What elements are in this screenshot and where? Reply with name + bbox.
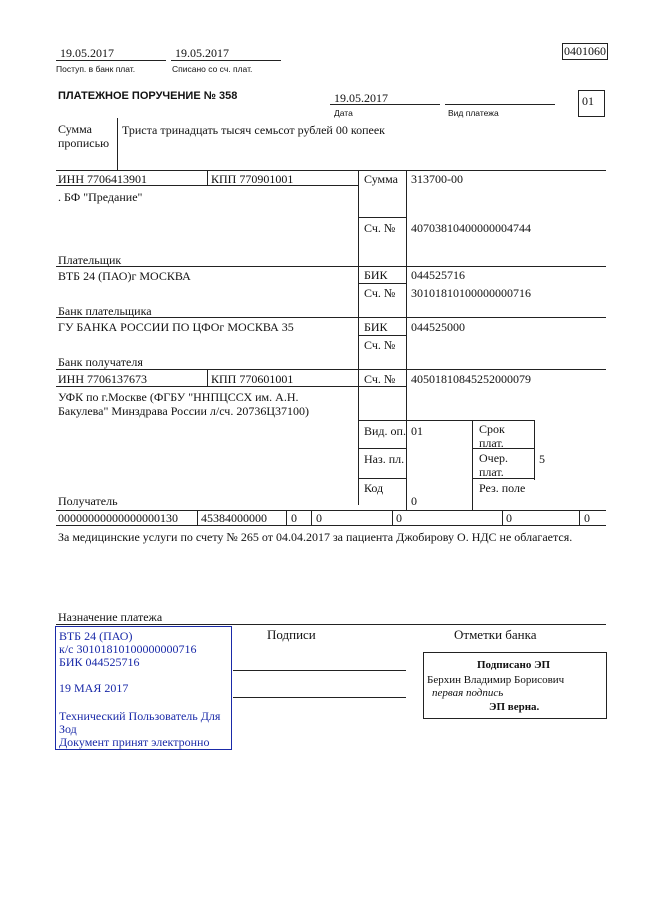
page-title: ПЛАТЕЖНОЕ ПОРУЧЕНИЕ № 358 xyxy=(58,90,238,102)
bank-stamp xyxy=(55,626,232,750)
divider xyxy=(286,510,287,525)
divider xyxy=(171,60,281,61)
label-payee-corr: Сч. № xyxy=(364,338,396,352)
label-amount-words-2: прописью xyxy=(58,136,110,150)
status-code: 01 xyxy=(578,90,605,117)
label-vid-op: Вид. оп. xyxy=(364,424,406,438)
label-payer-bik: БИК xyxy=(364,268,388,282)
label-payer: Плательщик xyxy=(58,253,122,267)
divider xyxy=(502,510,503,525)
payee-account: 40501810845252000079 xyxy=(411,372,531,386)
label-srok-2: плат. xyxy=(479,436,504,450)
label-payee-bank: Банк получателя xyxy=(58,355,143,369)
payer-bik: 044525716 xyxy=(411,268,465,282)
bank-marks-label: Отметки банка xyxy=(454,627,537,642)
signature-line-2 xyxy=(233,697,406,698)
esign-first-signature: первая подпись xyxy=(432,687,504,699)
divider xyxy=(56,386,358,387)
field-1: 0 xyxy=(291,511,297,525)
ocher-value: 5 xyxy=(539,452,545,466)
divider xyxy=(56,266,606,267)
stamp-date: 19 МАЯ 2017 xyxy=(59,681,129,695)
amount-value: 313700-00 xyxy=(411,172,463,186)
label-payee-bik: БИК xyxy=(364,320,388,334)
oktmo-value: 45384000000 xyxy=(201,511,267,525)
divider xyxy=(56,369,606,370)
esign-signed: Подписано ЭП xyxy=(477,659,551,671)
label-received: Поступ. в банк плат. xyxy=(56,64,136,74)
field-4: 0 xyxy=(506,511,512,525)
divider xyxy=(197,510,198,525)
stamp-line4: Технический Пользователь Для xyxy=(59,709,221,723)
label-debited: Списано со сч. плат. xyxy=(172,64,253,74)
divider xyxy=(117,118,118,170)
divider xyxy=(472,420,473,510)
divider xyxy=(579,510,580,525)
divider xyxy=(406,170,407,510)
field-2: 0 xyxy=(316,511,322,525)
label-payer-bank: Банк плательщика xyxy=(58,304,152,318)
divider xyxy=(56,624,606,625)
label-kod: Код xyxy=(364,481,384,495)
divider xyxy=(56,525,606,526)
divider xyxy=(534,420,535,480)
payee-kpp: КПП 770601001 xyxy=(211,372,294,386)
payer-corr-account: 30101810100000000716 xyxy=(411,286,531,300)
signatures-label: Подписи xyxy=(267,627,316,642)
divider xyxy=(358,386,406,387)
divider xyxy=(392,510,393,525)
stamp-line3: БИК 044525716 xyxy=(59,655,140,669)
divider xyxy=(358,283,406,284)
payer-account: 40703810400000004744 xyxy=(411,221,531,235)
payee-inn: ИНН 7706137673 xyxy=(58,372,147,386)
divider xyxy=(358,217,406,218)
divider xyxy=(330,104,440,105)
stamp-line1: ВТБ 24 (ПАО) xyxy=(59,629,133,643)
esign-signer: Берхин Владимир Борисович xyxy=(427,674,565,686)
label-payer-account: Сч. № xyxy=(364,221,396,235)
payee-bik: 044525000 xyxy=(411,320,465,334)
label-amount-words-1: Сумма xyxy=(58,122,92,136)
stamp-line5: Зод xyxy=(59,722,77,736)
label-purpose: Назначение платежа xyxy=(58,610,163,624)
payee-name-line2: Бакулева" Минздрава России л/сч. 20736Ц37100) xyxy=(58,404,309,418)
form-code: 0401060 xyxy=(564,44,606,58)
esign-verified: ЭП верна. xyxy=(489,701,540,713)
label-date: Дата xyxy=(334,108,353,118)
stamp-line6: Документ принят электронно xyxy=(59,735,210,749)
label-ocher-1: Очер. xyxy=(479,451,509,465)
vid-op-value: 01 xyxy=(411,424,423,438)
payer-inn: ИНН 7706413901 xyxy=(58,172,147,186)
field-3: 0 xyxy=(396,511,402,525)
payee-bank: ГУ БАНКА РОССИИ ПО ЦФОг МОСКВА 35 xyxy=(58,320,294,334)
divider xyxy=(56,60,166,61)
payment-date: 19.05.2017 xyxy=(334,91,388,105)
payee-name-line1: УФК по г.Москве (ФГБУ "ННПЦССХ им. А.Н. xyxy=(58,390,299,404)
divider xyxy=(358,478,406,479)
label-payee: Получатель xyxy=(58,494,118,508)
label-rez: Рез. поле xyxy=(479,481,526,495)
amount-in-words: Триста тринадцать тысяч семьсот рублей 00 копеек xyxy=(122,123,385,137)
esign-stamp xyxy=(423,652,607,719)
payer-bank: ВТБ 24 (ПАО)г МОСКВА xyxy=(58,269,191,283)
divider xyxy=(358,448,406,449)
divider xyxy=(56,170,606,171)
kod-value: 0 xyxy=(411,494,417,508)
payer-kpp: КПП 770901001 xyxy=(211,172,294,186)
payer-name: . БФ "Предание" xyxy=(58,190,143,204)
stamp-line2: к/с 30101810100000000716 xyxy=(59,642,197,656)
divider xyxy=(358,170,359,505)
divider xyxy=(445,104,555,105)
date-received: 19.05.2017 xyxy=(60,46,114,60)
label-payee-account: Сч. № xyxy=(364,372,396,386)
signature-line-1 xyxy=(233,670,406,671)
divider xyxy=(311,510,312,525)
label-naz: Наз. пл. xyxy=(364,452,405,466)
divider xyxy=(358,335,406,336)
divider xyxy=(207,369,208,386)
kbk-value: 00000000000000000130 xyxy=(58,511,178,525)
label-sum: Сумма xyxy=(364,172,398,186)
divider xyxy=(207,170,208,185)
divider xyxy=(358,420,534,421)
label-ocher-2: плат. xyxy=(479,465,504,479)
label-payer-corr: Сч. № xyxy=(364,286,396,300)
payment-purpose: За медицинские услуги по счету № 265 от 04.04.2017 за пациента Джобирову О. НДС не облагается. xyxy=(58,530,573,544)
field-5: 0 xyxy=(584,511,590,525)
label-srok-1: Срок xyxy=(479,422,505,436)
date-debited: 19.05.2017 xyxy=(175,46,229,60)
label-payment-type: Вид платежа xyxy=(448,108,499,118)
